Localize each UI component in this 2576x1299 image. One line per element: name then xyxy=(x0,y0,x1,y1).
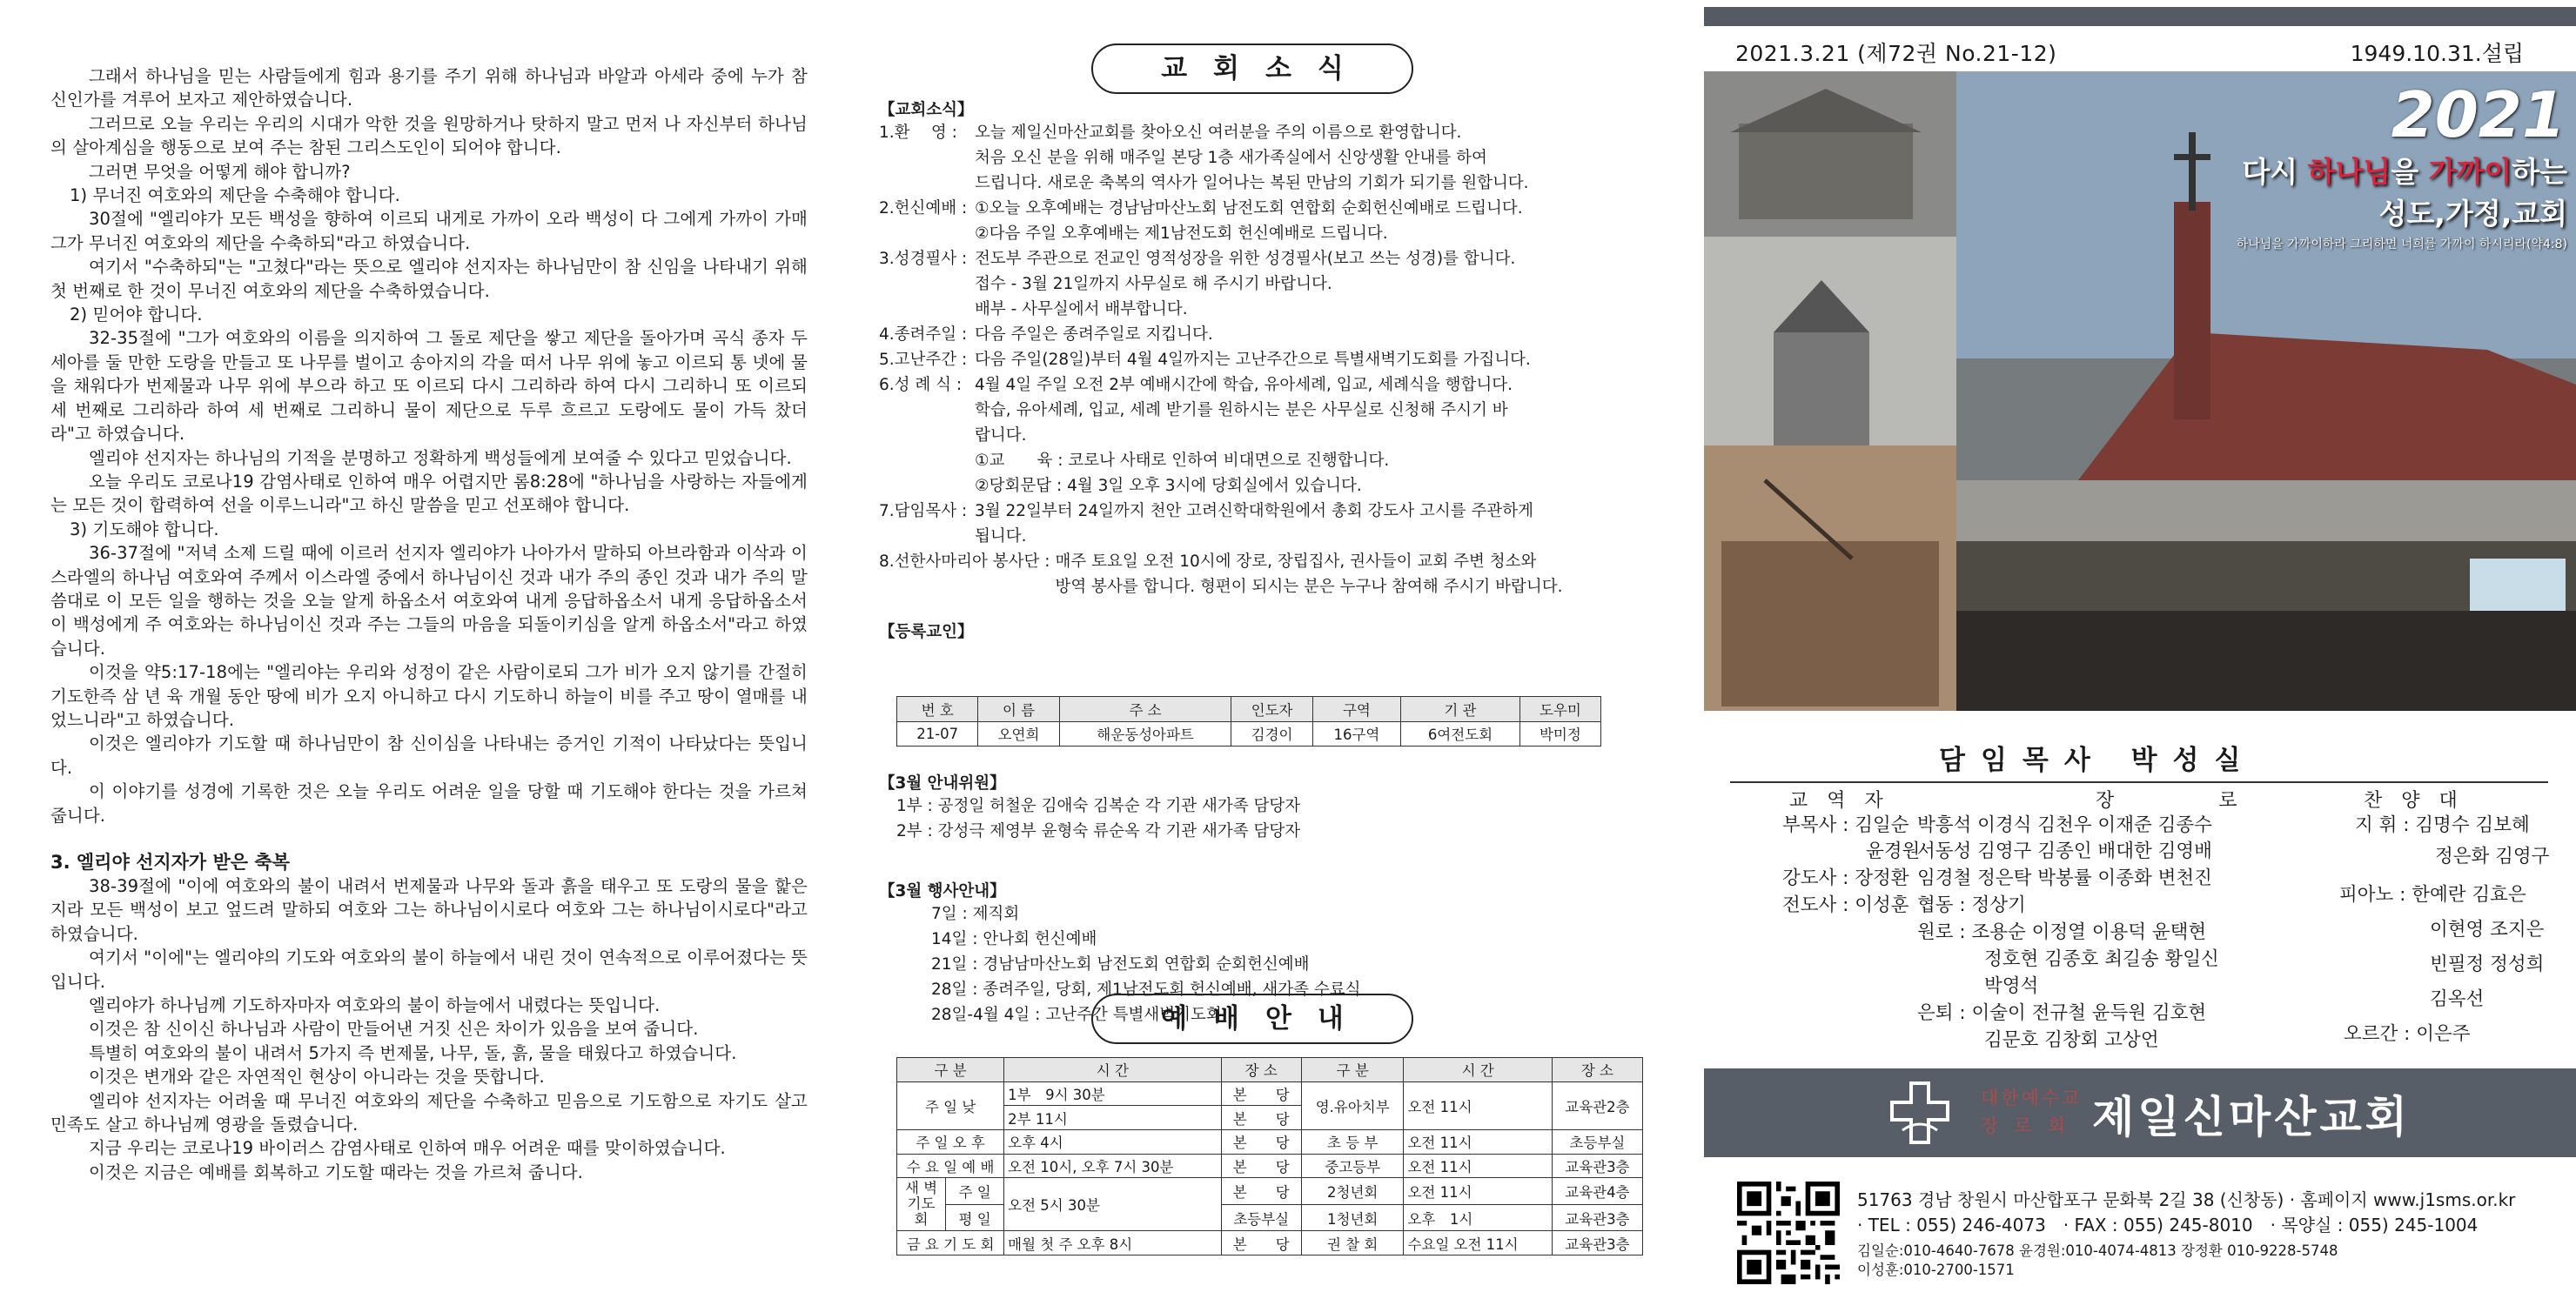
worship-time: 2부 11시 xyxy=(1004,1106,1221,1130)
worship-time: 오전 11시 xyxy=(1404,1154,1552,1178)
slogan-part: 하나님 xyxy=(2307,155,2392,189)
worship-time: 수요일 오전 11시 xyxy=(1404,1231,1552,1255)
clergy-line: 전도사 : 이성훈 xyxy=(1782,894,1909,916)
worship-time: 매월 첫 주 오후 8시 xyxy=(1004,1231,1221,1255)
news-item xyxy=(879,372,1645,499)
news-item xyxy=(879,246,1645,322)
elder-line: 서동성 김영구 김종인 배대한 김영배 xyxy=(1917,840,2212,862)
slogan-part: 하는 xyxy=(2512,155,2567,189)
news-item-key: 7.담임목사 : xyxy=(879,502,968,520)
event-line: 7일 : 제직회 xyxy=(931,905,1020,923)
guides-line: 2부 : 강성극 제영부 윤형숙 류순옥 각 기관 새가족 담당자 xyxy=(896,822,1301,840)
phone-numbers: · TEL : 055) 246-4073 · FAX : 055) 245-8010 · 목양실 : 055) 245-1004 xyxy=(1857,1215,2479,1235)
elder-line: 정호현 김종호 최길송 황일신 xyxy=(1984,948,2219,970)
sermon-paragraph: 36-37절에 "저녁 소제 드릴 때에 이르러 선지자 엘리야가 나아가서 말하되 아브라함과 이삭과 이스라엘의 하나님 여호와여 주께서 이스라엘 중에서 하나님이신 것과 내가 주의 종인 것과 내가 주의 말씀대로 이 모든 일을 행하는 것을 오늘 알게 하옵소서 여호와여 내게 응답하옵소서 내게 응답하옵소서 이 백성에게 주 여호와는 하나님이신 것과 주는 그들의 마음을 되돌이키심을 알게 하옵소서"라고 하였습니다. xyxy=(50,543,808,659)
cross-horizontal xyxy=(2174,154,2210,160)
sermon-paragraph: 이것은 변개와 같은 자연적인 현상이 아니라는 것을 뜻합니다. xyxy=(89,1067,545,1088)
register-cell: 16구역 xyxy=(1312,721,1401,747)
register-cell: 21-07 xyxy=(897,721,978,747)
worship-category: 수 요 일 예 배 xyxy=(897,1154,1004,1178)
table-row xyxy=(897,1081,1643,1106)
worship-place: 교육관3층 xyxy=(1552,1204,1642,1230)
cross-vertical xyxy=(2189,132,2196,211)
cover-column xyxy=(1704,0,2576,1299)
congregation xyxy=(1956,611,2576,711)
sermon-paragraph: 엘리야가 하나님께 기도하자마자 여호와의 불이 하늘에서 내렸다는 뜻입니다. xyxy=(89,995,661,1016)
worship-col-head: 시 간 xyxy=(1004,1058,1221,1082)
cover-year: 2021 xyxy=(2391,78,2566,151)
guides-label: 【3월 안내위원】 xyxy=(879,774,1006,793)
slogan-part: 을 xyxy=(2391,155,2429,189)
news-item-line: 배부 - 사무실에서 배부합니다. xyxy=(975,300,1188,318)
worship-col-head: 구 분 xyxy=(1301,1058,1404,1082)
choir-line: 오르간 : 이은주 xyxy=(2344,1023,2471,1045)
news-column xyxy=(879,0,1645,1299)
register-col-head: 이 름 xyxy=(978,697,1059,722)
news-item-line: 방역 봉사를 합니다. 형편이 되시는 분은 누구나 참여해 주시기 바랍니다. xyxy=(1055,578,1563,596)
denomination-line-1: 대한예수교 xyxy=(1981,1088,2083,1108)
news-list xyxy=(879,120,1645,599)
news-item-line: 전도부 주관으로 전교인 영적성장을 위한 성경필사(보고 쓰는 성경)를 합니다. xyxy=(975,250,1516,268)
top-band xyxy=(1704,7,2576,26)
worship-place: 본 당 xyxy=(1221,1106,1301,1130)
table-row xyxy=(897,1130,1643,1155)
worship-place: 본 당 xyxy=(1221,1081,1301,1106)
mobile-numbers: 김일순:010-4640-7678 윤경원:010-4074-4813 장정환 010-9228-5748 xyxy=(1857,1242,2338,1259)
news-item-text xyxy=(975,347,1645,372)
news-item-line: 4월 4일 주일 오전 2부 예배시간에 학습, 유아세례, 입교, 세례식을 행합니다. xyxy=(975,376,1513,394)
sermon-paragraph: 그래서 하나님을 믿는 사람들에게 힘과 용기를 주기 위해 하나님과 바알과 아세라 중에 누가 참 신인가를 겨루어 보자고 제안하였습니다. xyxy=(50,66,808,110)
register-col-head: 기 관 xyxy=(1401,697,1520,722)
construction-frame xyxy=(1721,541,1939,706)
news-item-text xyxy=(975,322,1645,347)
news-item-text xyxy=(975,372,1645,499)
issue-date: 2021.3.21 (제72권 No.21-12) xyxy=(1735,41,2057,66)
sermon-paragraph: 32-35절에 "그가 여호와의 이름을 의지하여 그 돌로 제단을 쌓고 제단을 돌아가며 곡식 종자 두 세아를 둘 만한 도랑을 만들고 또 나무를 벌이고 송아지의 각을 떠서 나무 위에 놓고 이르되 통 넷에 물을 채워다가 번제물과 나무 위에 부으라 하고 또 이르되 다시 그리하라 하여 다시 그리하니 또 이르되 세 번째로 그리하라 하여 세 번째로 그리하니 물이 제단으로 두루 흐르고 도랑에도 물이 가득 찼더라"고 하였습니다. xyxy=(50,328,808,445)
event-line: 14일 : 안나회 헌신예배 xyxy=(931,930,1097,948)
news-item xyxy=(879,499,1645,549)
news-item-key: 8.선한사마리아 봉사단 : xyxy=(879,552,1050,571)
sermon-paragraph: 이것은 참 신이신 하나님과 사람이 만들어낸 거짓 신은 차이가 있음을 보여 줍니다. xyxy=(89,1019,699,1040)
worship-dept: 1청년회 xyxy=(1301,1204,1404,1230)
choir-line: 김옥선 xyxy=(2430,988,2485,1010)
register-cell: 해운동성아파트 xyxy=(1059,721,1231,747)
worship-col-head: 장 소 xyxy=(1552,1058,1642,1082)
sermon-paragraph: 엘리야 선지자는 어려울 때 무너진 여호와의 제단을 수축하고 믿음으로 기도함으로 자기도 살고 민족도 살고 하나님께 영광을 돌렸습니다. xyxy=(50,1090,808,1135)
worship-category: 주 일 오 후 xyxy=(897,1130,1004,1155)
sermon-paragraph: 2) 믿어야 합니다. xyxy=(70,305,203,325)
news-item-key: 6.성 례 식 : xyxy=(879,376,963,394)
news-item-line: 접수 - 3월 21일까지 사무실로 해 주시기 바랍니다. xyxy=(975,275,1332,293)
worship-time: 1부 9시 30분 xyxy=(1004,1081,1221,1106)
worship-subcategory: 주 일 xyxy=(946,1178,1004,1204)
worship-place: 교육관3층 xyxy=(1552,1154,1642,1178)
choir-heading: 찬양대 xyxy=(2364,790,2477,812)
event-line: 28일 : 종려주일, 당회, 제1남전도회 헌신예배, 새가족 수료식 xyxy=(931,981,1361,999)
clergy-line: 강도사 : 장정환 xyxy=(1782,867,1909,889)
news-item-text xyxy=(975,120,1645,196)
worship-category: 새 벽 기도회 xyxy=(897,1178,946,1231)
clergy-line: 윤경원 xyxy=(1866,840,1921,862)
mobile-numbers: 이성훈:010-2700-1571 xyxy=(1857,1262,2015,1278)
news-item-line: 3월 22일부터 24일까지 천안 고려신학대학원에서 총회 강도사 고시를 주관하게 xyxy=(975,502,1534,520)
register-header-row xyxy=(897,697,1601,722)
sermon-paragraph: 30절에 "엘리야가 모든 백성을 향하여 이르되 내게로 가까이 오라 백성이 다 그에게 가까이 가매 그가 무너진 여호와의 제단을 수축하되"라고 하였습니다. xyxy=(50,209,808,253)
choir-line: 이현영 조지은 xyxy=(2430,919,2545,941)
worship-place: 본 당 xyxy=(1221,1178,1301,1204)
news-item-key: 2.헌신예배 : xyxy=(879,199,968,218)
elder-line: 은퇴 : 이술이 전규철 윤득원 김호현 xyxy=(1917,1002,2207,1024)
elder-line: 박영석 xyxy=(1984,975,2039,997)
senior-pastor: 담임목사 박성실 xyxy=(1939,745,2257,776)
news-item-text xyxy=(975,196,1645,246)
sermon-paragraph: 여기서 "이에"는 엘리야의 기도와 여호와의 불이 하늘에서 내린 것이 연속적으로 이루어졌다는 뜻입니다. xyxy=(50,947,808,992)
news-item-line: ②다음 주일 오후예배는 제1남전도회 헌신예배로 드립니다. xyxy=(975,224,1388,243)
table-row xyxy=(897,1231,1643,1255)
sermon-paragraph: 이 이야기를 성경에 기록한 것은 오늘 우리도 어려운 일을 당할 때 기도해야 한다는 것을 가르쳐 줍니다. xyxy=(50,781,808,826)
address: 51763 경남 창원시 마산합포구 문화북 2길 38 (신창동) · 홈페이지 www.j1sms.or.kr xyxy=(1857,1189,2516,1210)
news-item xyxy=(879,322,1645,347)
register-cell: 오연희 xyxy=(978,721,1059,747)
news-item-key: 4.종려주일 : xyxy=(879,325,968,344)
event-line: 21일 : 경남남마산노회 남전도회 연합회 순회헌신예배 xyxy=(931,955,1310,974)
news-item-text xyxy=(1056,549,1646,599)
news-item-key: 3.성경필사 : xyxy=(879,250,968,268)
register-table xyxy=(896,696,1601,747)
worship-title: 예배안내 xyxy=(1091,994,1413,1044)
news-item-line: 오늘 제일신마산교회를 찾아오신 여러분을 주의 이름으로 환영합니다. xyxy=(975,124,1462,142)
elders-heading: 장로 xyxy=(2096,790,2342,812)
worship-subcategory: 평 일 xyxy=(946,1204,1004,1230)
worship-col-head: 시 간 xyxy=(1404,1058,1552,1082)
worship-place: 교육관3층 xyxy=(1552,1231,1642,1255)
news-item-line: 다음 주일은 종려주일로 지킵니다. xyxy=(975,325,1213,344)
guides-section xyxy=(879,771,1645,844)
sermon-paragraph: 그러므로 오늘 우리는 우리의 시대가 악한 것을 원망하거나 탓하지 말고 먼저 나 자신부터 하나님의 살아계심을 행동으로 보여 주는 참된 그리스도인이 되어야 합니다. xyxy=(50,113,808,158)
register-cell: 김경이 xyxy=(1231,721,1312,747)
worship-table xyxy=(896,1057,1643,1255)
register-cell: 6여전도회 xyxy=(1401,721,1520,747)
news-item-line: 다음 주일(28일)부터 4월 4일까지는 고난주간으로 특별새벽기도회를 가집니다. xyxy=(975,351,1531,369)
sermon-paragraph: 이것을 약5:17-18에는 "엘리야는 우리와 성정이 같은 사람이로되 그가 비가 오지 않기를 간절히 기도한즉 삼 년 육 개월 동안 땅에 비가 오지 아니하고 다시 기도하니 하늘이 비를 주고 땅이 열매를 내었느니라"고 하였습니다. xyxy=(50,662,808,730)
church-name: 제일신마산교회 xyxy=(2092,1092,2412,1142)
worship-place: 초등부실 xyxy=(1221,1204,1301,1230)
register-col-head: 구역 xyxy=(1312,697,1401,722)
divider xyxy=(1730,781,2548,783)
sermon-column xyxy=(50,0,808,1299)
worship-time: 오전 10시, 오후 7시 30분 xyxy=(1004,1154,1221,1178)
worship-col-head: 장 소 xyxy=(1221,1058,1301,1082)
news-item-line: ①교 육 : 코로나 사태로 인하여 비대면으로 진행합니다. xyxy=(975,452,1390,470)
sermon-paragraph: 그러면 무엇을 어떻게 해야 합니까? xyxy=(89,161,351,182)
choir-line: 정은화 김영구 xyxy=(2435,846,2550,867)
news-section-label: 【교회소식】 xyxy=(879,101,974,119)
guides-line: 1부 : 공정일 허철운 김애숙 김복순 각 기관 새가족 담당자 xyxy=(896,797,1301,815)
sermon-paragraph: 오늘 우리도 코로나19 감염사태로 인하여 매우 어렵지만 롬8:28에 "하나님을 사랑하는 자들에게는 모든 것이 합력하여 선을 이루느니라"고 하신 말씀을 믿고 선포해야 합니다. xyxy=(50,471,808,516)
worship-place: 본 당 xyxy=(1221,1231,1301,1255)
established-date: 1949.10.31.설립 xyxy=(2350,41,2524,66)
news-item-key: 1.환 영 : xyxy=(879,124,957,142)
events-label: 【3월 행사안내】 xyxy=(879,882,1006,901)
worship-header-row xyxy=(897,1058,1643,1082)
worship-time: 오전 11시 xyxy=(1404,1081,1552,1129)
register-label: 【등록교인】 xyxy=(879,623,974,641)
denomination-line-2: 장로회 xyxy=(1981,1115,2081,1136)
news-item-line: 드립니다. 새로운 축복의 역사가 일어나는 복된 만남의 기회가 되기를 원합니다. xyxy=(975,174,1529,192)
old-tower xyxy=(1774,332,1869,445)
news-item-text xyxy=(975,499,1645,549)
slogan-line-1 xyxy=(2242,150,2567,191)
news-item-line: 매주 토요일 오전 10시에 장로, 장립집사, 권사들이 교회 주변 청소와 xyxy=(1055,552,1537,571)
worship-dept: 중고등부 xyxy=(1301,1154,1404,1178)
register-section xyxy=(879,619,1645,642)
sermon-paragraph: 1) 무너진 여호와의 제단을 수축해야 합니다. xyxy=(70,185,400,206)
worship-time: 오전 5시 30분 xyxy=(1004,1178,1221,1231)
sermon-paragraph: 이것은 엘리야가 기도할 때 하나님만이 참 신이심을 나타내는 증거인 기적이 나타났다는 뜻입니다. xyxy=(50,733,808,778)
worship-place: 초등부실 xyxy=(1552,1130,1642,1155)
register-col-head: 번 호 xyxy=(897,697,978,722)
worship-time: 오전 11시 xyxy=(1404,1178,1552,1204)
interior-ceiling xyxy=(1956,480,2576,541)
news-item-line: 처음 오신 분을 위해 매주일 본당 1층 새가족실에서 신앙생활 안내를 하여 xyxy=(975,149,1487,167)
slogan-part: 다시 xyxy=(2242,155,2308,189)
sermon-body xyxy=(50,64,808,827)
table-row xyxy=(897,1154,1643,1178)
register-cell: 박미정 xyxy=(1519,721,1600,747)
worship-time: 오후 4시 xyxy=(1004,1130,1221,1155)
register-col-head: 인도자 xyxy=(1231,697,1312,722)
news-item xyxy=(879,347,1645,372)
clergy-line: 부목사 : 김일순 xyxy=(1782,814,1909,836)
table-row xyxy=(897,1178,1643,1204)
church-tower xyxy=(2174,202,2210,419)
elder-line: 협동 : 정상기 xyxy=(1917,894,2026,916)
news-section xyxy=(879,97,1645,599)
news-item-text xyxy=(975,246,1645,322)
sermon-paragraph: 38-39절에 "이에 여호와의 불이 내려서 번제물과 나무와 돌과 흙을 태우고 또 도랑의 물을 핥은지라 모든 백성이 보고 엎드려 말하되 여호와 그는 하나님이시로다 여호와 그는 하나님이시로다"라고 하였습니다. xyxy=(50,876,808,944)
register-col-head: 주 소 xyxy=(1059,697,1231,722)
worship-category: 주 일 낮 xyxy=(897,1081,1004,1129)
news-item-key: 5.고난주간 : xyxy=(879,351,968,369)
news-title: 교회소식 xyxy=(1091,44,1413,94)
worship-dept: 영.유아치부 xyxy=(1301,1081,1404,1129)
worship-place: 교육관4층 xyxy=(1552,1178,1642,1204)
sermon-paragraph: 3) 기도해야 합니다. xyxy=(70,519,219,539)
worship-time: 오전 11시 xyxy=(1404,1130,1552,1155)
choir-line: 빈필정 정성희 xyxy=(2430,954,2545,975)
worship-dept: 권 찰 회 xyxy=(1301,1231,1404,1255)
choir-line: 피아노 : 한예란 김효은 xyxy=(2339,884,2526,906)
news-item-line: 됩니다. xyxy=(975,527,1027,546)
slogan-verse: 하나님을 가까이하라 그리하면 너희를 가까이 하시리라(약4:8) xyxy=(2236,238,2567,251)
elder-line: 원로 : 조용순 이정열 이용덕 윤택현 xyxy=(1917,921,2207,943)
screen xyxy=(2470,559,2566,611)
table-row xyxy=(897,721,1601,747)
sermon-paragraph: 엘리야 선지자는 하나님의 기적을 분명하고 정확하게 백성들에게 보여줄 수 있다고 믿었습니다. xyxy=(89,447,792,468)
clergy-heading: 교역자 xyxy=(1789,790,1902,812)
worship-dept: 초 등 부 xyxy=(1301,1130,1404,1155)
sermon-paragraph: 여기서 "수축하되"는 "고쳤다"라는 뜻으로 엘리야 선지자는 하나님만이 참 신임을 나타내기 위해 첫 번째로 한 것이 무너진 여호와의 제단을 수축하였습니다. xyxy=(50,257,808,301)
worship-time: 오후 1시 xyxy=(1404,1204,1552,1230)
worship-place: 교육관2층 xyxy=(1552,1081,1642,1129)
elder-line: 임경철 정은탁 박봉률 이종화 변천진 xyxy=(1917,867,2212,889)
sermon-paragraph: 지금 우리는 코로나19 바이러스 감염사태로 인하여 매우 어려운 때를 맞이하였습니다. xyxy=(89,1138,726,1159)
worship-category: 금 요 기 도 회 xyxy=(897,1231,1004,1255)
event-line: 28일-4월 4일 : 고난주간 특별새벽기도회 xyxy=(931,1006,1222,1024)
church-photo-collage xyxy=(1704,71,2576,711)
worship-place: 본 당 xyxy=(1221,1154,1301,1178)
worship-place: 본 당 xyxy=(1221,1130,1301,1155)
choir-line: 지 휘 : 김명수 김보혜 xyxy=(2355,814,2530,836)
sermon-body-continued xyxy=(50,874,808,1184)
news-item-line: ①오늘 오후예배는 경남남마산노회 남전도회 연합회 순회헌신예배로 드립니다. xyxy=(975,199,1523,218)
church-logo-icon xyxy=(1885,1078,1955,1148)
register-col-head: 도우미 xyxy=(1519,697,1600,722)
elder-line: 박흥석 이경식 김천우 이재준 김종수 xyxy=(1917,814,2212,836)
sermon-paragraph: 특별히 여호와의 불이 내려서 5가지 즉 번제물, 나무, 돌, 흙, 물을 태웠다고 하였습니다. xyxy=(89,1042,737,1063)
news-item-line: ②당회문답 : 4월 3일 오후 3시에 당회실에서 있습니다. xyxy=(975,477,1362,495)
sermon-paragraph: 이것은 지금은 예배를 회복하고 기도할 때라는 것을 가르쳐 줍니다. xyxy=(89,1162,583,1182)
news-item xyxy=(879,120,1645,196)
slogan-line-2: 성도,가정,교회 xyxy=(2378,197,2567,231)
worship-dept: 2청년회 xyxy=(1301,1178,1404,1204)
qr-code-icon xyxy=(1737,1182,1840,1284)
elder-line: 김문호 김창회 고상언 xyxy=(1984,1029,2159,1051)
old-building xyxy=(1739,124,1913,219)
worship-col-head: 구 분 xyxy=(897,1058,1004,1082)
sermon-heading: 3. 엘리야 선지자가 받은 축복 xyxy=(50,852,290,873)
news-item-line: 학습, 유아세례, 입교, 세례 받기를 원하시는 분은 사무실로 신청해 주시기 바 xyxy=(975,401,1508,419)
news-item-line: 랍니다. xyxy=(975,426,1027,445)
slogan-part: 가까이 xyxy=(2428,155,2512,189)
news-item xyxy=(879,549,1645,599)
news-item xyxy=(879,196,1645,246)
